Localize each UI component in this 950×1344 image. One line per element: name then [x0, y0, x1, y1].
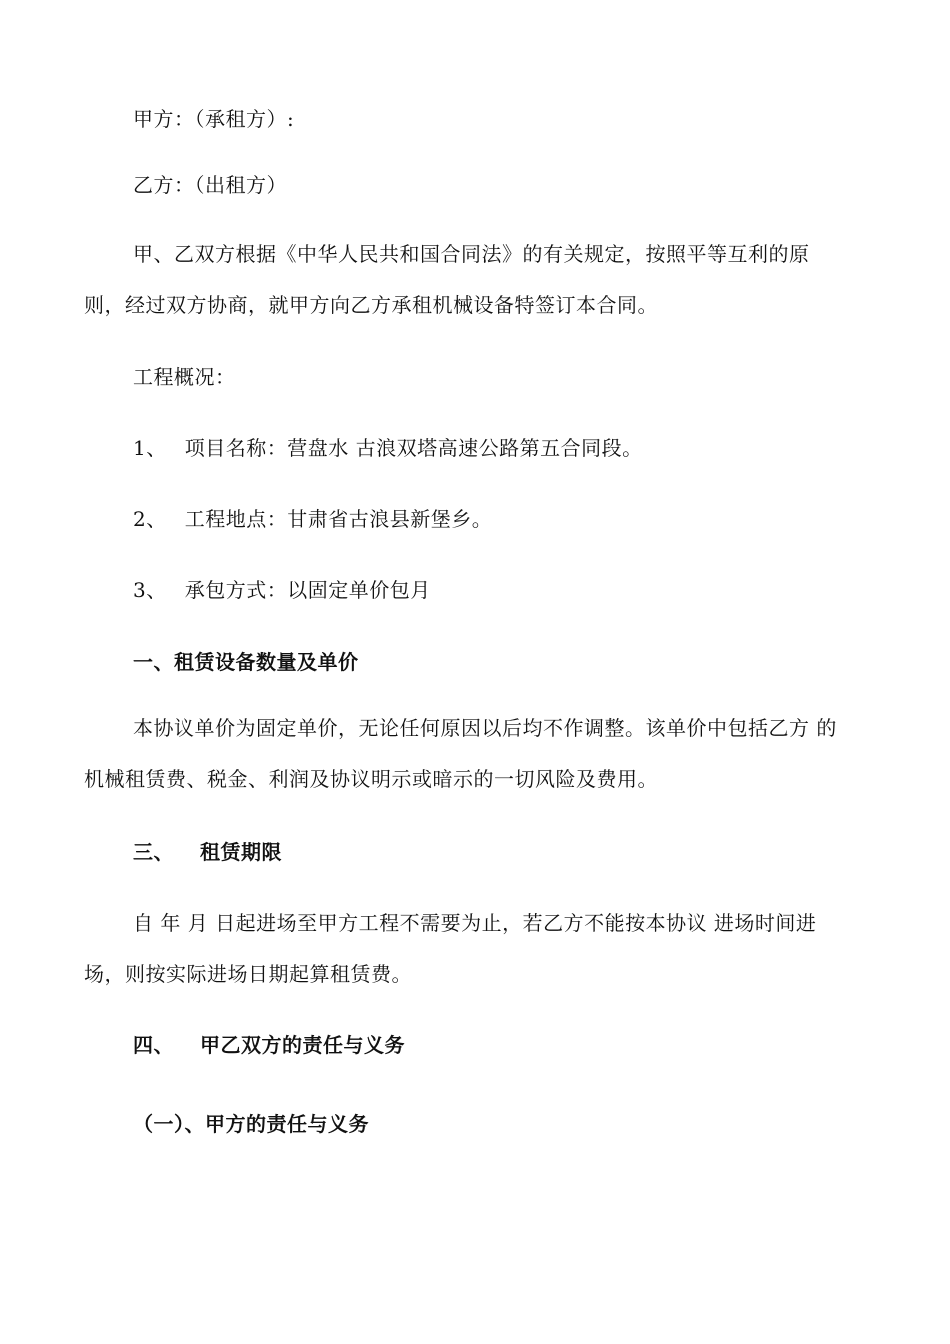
item-number: 1、 — [133, 436, 167, 460]
section-3-heading — [133, 840, 282, 864]
item-number: 3、 — [133, 578, 167, 602]
intro-paragraph-line-1: 甲、乙双方根据《中华人民共和国合同法》的有关规定，按照平等互利的原 — [133, 242, 810, 266]
section-1-heading: 一、租赁设备数量及单价 — [133, 650, 359, 674]
section-1-paragraph-line-2: 机械租赁费、税金、利润及协议明示或暗示的一切风险及费用。 — [84, 767, 658, 791]
section-4-heading — [133, 1033, 405, 1057]
section-number: 三、 — [133, 840, 174, 864]
section-title: 租赁期限 — [200, 840, 282, 864]
item-text: 项目名称：营盘水 古浪双塔高速公路第五合同段。 — [184, 436, 643, 460]
overview-item-1 — [133, 436, 643, 460]
item-text: 工程地点：甘肃省古浪县新堡乡。 — [184, 507, 493, 531]
item-number: 2、 — [133, 507, 167, 531]
section-number: 四、 — [133, 1033, 174, 1057]
overview-heading: 工程概况： — [133, 365, 236, 389]
item-text: 承包方式：以固定单价包月 — [184, 578, 431, 602]
section-1-paragraph-line-1: 本协议单价为固定单价，无论任何原因以后均不作调整。该单价中包括乙方 的 — [133, 716, 837, 740]
overview-item-3 — [133, 578, 431, 602]
overview-item-2 — [133, 507, 492, 531]
party-a-line: 甲方：（承租方）: — [133, 107, 295, 131]
intro-paragraph-line-2: 则，经过双方协商，就甲方向乙方承租机械设备特签订本合同。 — [84, 293, 658, 317]
section-3-paragraph-line-2: 场，则按实际进场日期起算租赁费。 — [84, 962, 412, 986]
party-b-line: 乙方：（出租方） — [133, 173, 287, 197]
subsection-1-heading: （一）、甲方的责任与义务 — [133, 1112, 369, 1136]
section-title: 甲乙双方的责任与义务 — [200, 1033, 405, 1057]
section-3-paragraph-line-1: 自 年 月 日起进场至甲方工程不需要为止，若乙方不能按本协议 进场时间进 — [133, 911, 817, 935]
